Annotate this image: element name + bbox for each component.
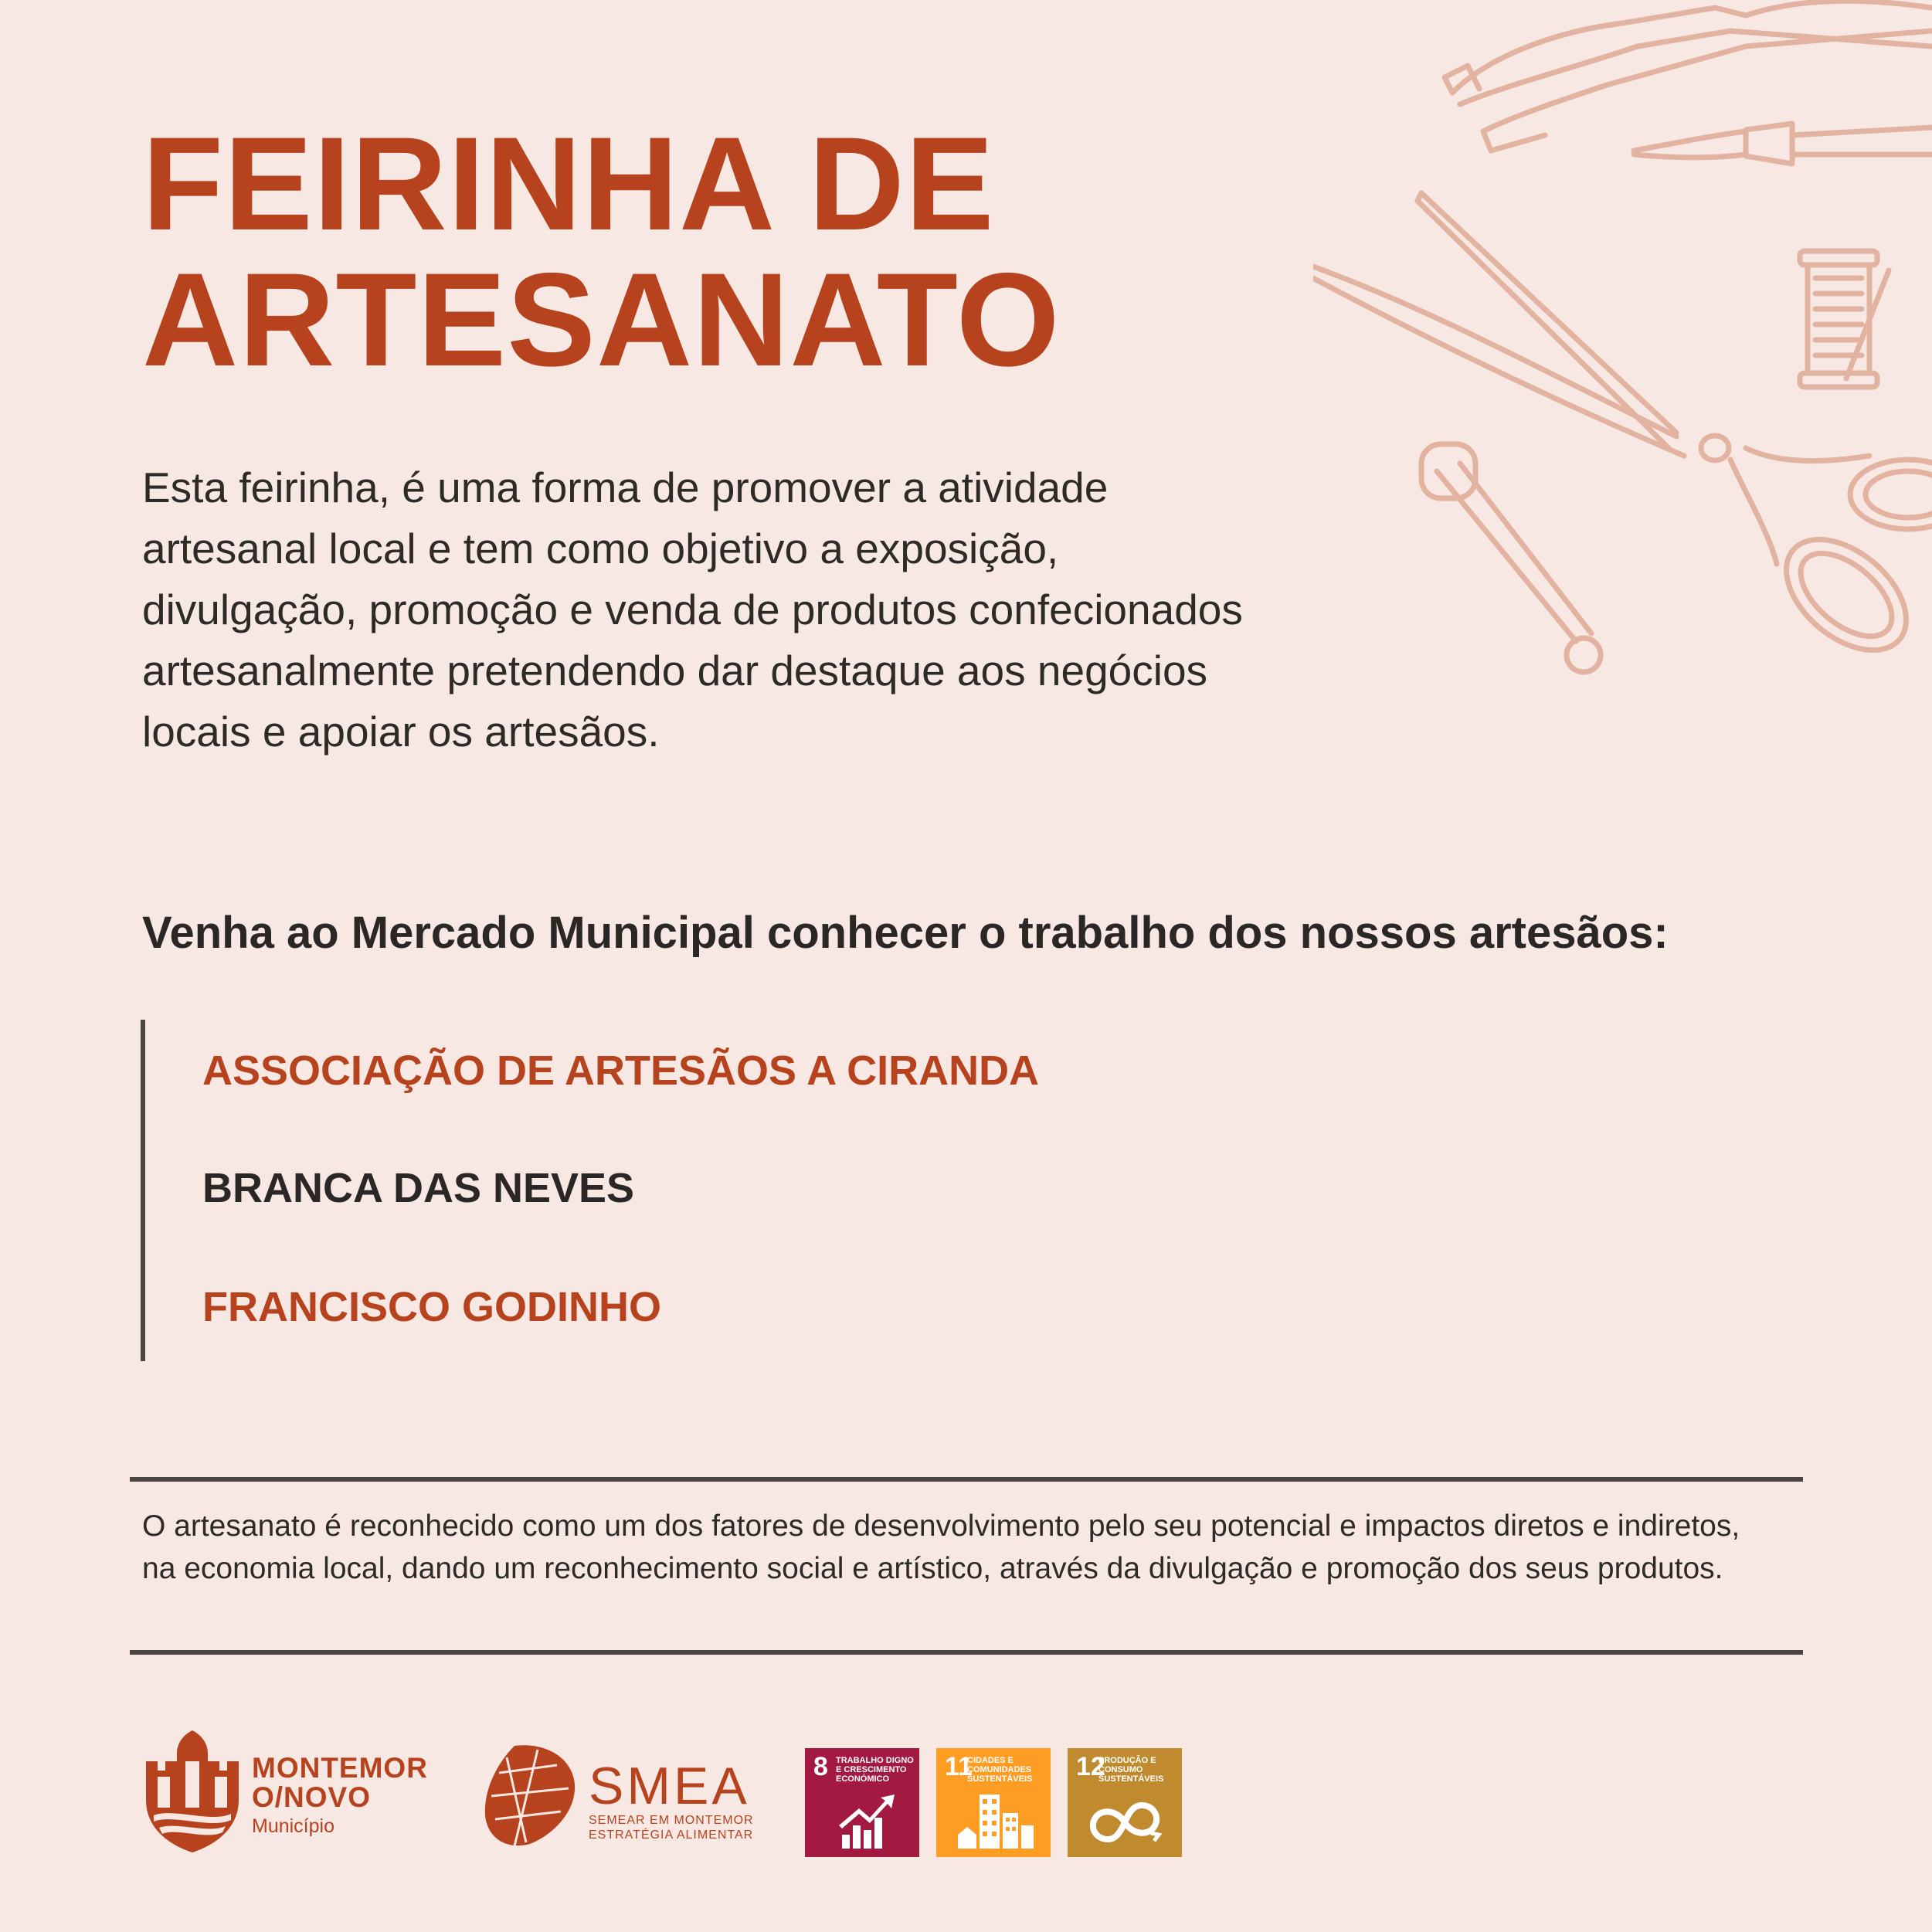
divider-top	[130, 1477, 1803, 1482]
smea-tagline-1: SEMEAR EM MONTEMOR	[589, 1814, 754, 1827]
smea-logo	[484, 1742, 754, 1854]
artisan-item: BRANCA DAS NEVES	[202, 1165, 635, 1211]
footnote: O artesanato é reconhecido como um dos fatores de desenvolvimento pelo seu potencial e impactos diretos e indiretos, na economia local, dando um reconhecimento social e artístico, através da divulgação e promoção dos seus produtos.	[142, 1509, 1740, 1585]
montemor-name-2: O/NOVO	[252, 1781, 372, 1813]
artisan-item: FRANCISCO GODINHO	[202, 1284, 661, 1330]
safety-pin-icon	[1421, 444, 1601, 672]
sdg-number: 11	[945, 1752, 973, 1781]
intro-paragraph: Esta feirinha, é uma forma de promover a atividade artesanal local e tem como objetivo a exposição, divulgação, promoção e venda de produtos confecionados artesanalmente pretendendo dar destaque aos negócios locais e apoiar os artesãos.	[142, 463, 1243, 755]
sdg-label: TRABALHO DIGNO E CRESCIMENTO ECONÓMICO	[836, 1756, 914, 1784]
title-line-2: ARTESANATO	[142, 246, 1061, 394]
sdg-number: 8	[813, 1752, 828, 1781]
montemor-subtitle: Município	[252, 1815, 334, 1837]
montemor-logo	[142, 1730, 428, 1858]
sdg-badge-11	[936, 1748, 1051, 1857]
thread-spool-icon	[1800, 251, 1889, 387]
montemor-logo-text	[252, 1754, 428, 1840]
sdg-badge-8	[805, 1748, 919, 1857]
call-to-action: Venha ao Mercado Municipal conhecer o trabalho dos nossos artesãos:	[142, 908, 1669, 958]
city-buildings-icon	[936, 1748, 1051, 1857]
artisan-item: ASSOCIAÇÃO DE ARTESÃOS A CIRANDA	[202, 1047, 1040, 1094]
castle-shield-icon	[142, 1730, 243, 1854]
page-title	[142, 110, 1061, 394]
montemor-name: MONTEMOR	[252, 1752, 428, 1784]
seed-map-icon	[484, 1742, 576, 1850]
sdg-number: 12	[1076, 1752, 1105, 1781]
craft-tools-illustration	[1313, 0, 1932, 695]
sdg-label: PRODUÇÃO E CONSUMO SUSTENTÁVEIS	[1098, 1756, 1164, 1784]
title-line-1: FEIRINHA DE	[142, 110, 995, 258]
pliers-icon	[1445, 1, 1931, 151]
smea-name: SMEA	[589, 1757, 750, 1815]
sdg-label: CIDADES E COMUNIDADES SUSTENTÁVEIS	[967, 1756, 1033, 1784]
growth-chart-icon	[805, 1748, 919, 1857]
sdg-badge-12	[1068, 1748, 1182, 1857]
paintbrush-icon	[1634, 124, 1932, 164]
infinity-loop-icon	[1068, 1748, 1182, 1857]
artisan-list	[141, 1020, 1227, 1361]
smea-logo-text	[589, 1759, 754, 1842]
divider-bottom	[130, 1650, 1803, 1655]
smea-tagline-2: ESTRATÉGIA ALIMENTAR	[589, 1828, 754, 1842]
